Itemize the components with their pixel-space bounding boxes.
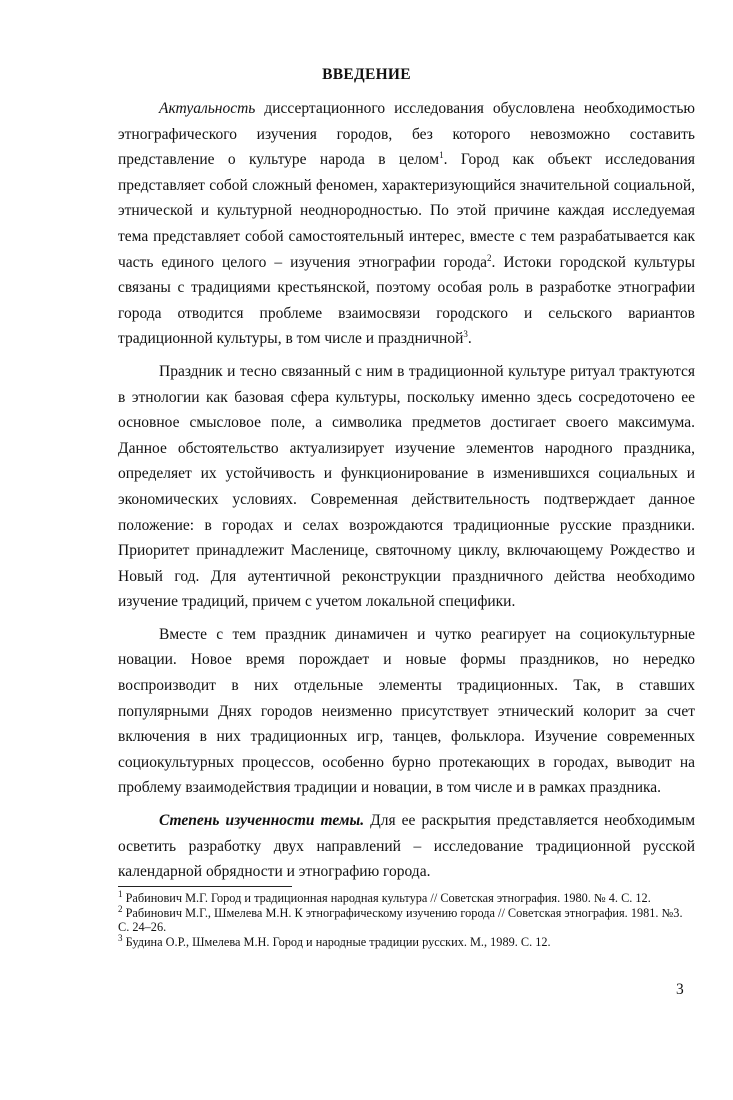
footnote-mark: 1 xyxy=(118,888,123,899)
paragraph-innovation: Вместе с тем праздник динамичен и чутко реагирует на социокультурные новации. Новое время порождает и новые формы праздников, но нередко воспроизводит в них отдельные элементы традиционных. Так, в ставших популярными Днях городов неизменно присутствует этнический колорит за счет включения в них традиционных игр, танцев, фольклора. Изучение современных социокультурных процессов, особенно бурно протекающих в городах, выводит на проблему взаимодействия традиции и новации, в том числе и в рамках праздника. xyxy=(118,625,695,797)
paragraph-relevance xyxy=(118,96,695,352)
paragraph-lead: Степень изученности темы. xyxy=(159,812,365,830)
footnote-text: Рабинович М.Г. Город и традиционная народная культура // Советская этнография. 1980. № 4. С. 12. xyxy=(122,891,651,905)
page-title: ВВЕДЕНИЕ xyxy=(322,66,411,83)
footnotes xyxy=(118,888,695,949)
footnote-separator xyxy=(118,886,292,887)
paragraph-text: . Город как объект исследования представляет собой сложный феномен, характеризующийся значительной социальной, этнической и культурной неоднородностью. По этой причине каждая исследуемая тема представляет собой самостоятельный интерес, вместе с тем разрабатывается как часть единого целого – изучения этнографии города xyxy=(118,151,695,271)
footnote-ref: 3 xyxy=(463,329,468,340)
footnote-mark: 2 xyxy=(118,903,123,914)
footnote-ref: 1 xyxy=(439,150,444,161)
footnote xyxy=(118,903,695,935)
paragraph-text: диссертационного исследования обусловлена необходимостью этнографического изучения городов, без которого невозможно составить представление о культуре народа в целом xyxy=(118,100,695,169)
paragraph-text: . Истоки городской культуры связаны с традициями крестьянской, поэтому особая роль в разработке этнографии города отводится проблеме взаимосвязи городского и сельского вариантов традиционной культуры, в том числе и праздничной xyxy=(118,253,695,348)
footnote xyxy=(118,888,695,906)
footnote-text: Рабинович М.Г., Шмелева М.Н. К этнографическому изучению города // Советская этнография. 1981. №3. С. 24–26. xyxy=(118,905,683,934)
paragraph-degree-of-study xyxy=(118,808,695,885)
footnote xyxy=(118,932,695,950)
page-number: 3 xyxy=(676,981,684,998)
footnote-text: Будина О.Р., Шмелева М.Н. Город и народные традиции русских. М., 1989. С. 12. xyxy=(122,934,551,949)
footnote-mark: 3 xyxy=(118,932,123,943)
body-text xyxy=(118,96,695,885)
paragraph-holiday: Праздник и тесно связанный с ним в традиционной культуре ритуал трактуются в этнологии как базовая сфера культуры, поскольку именно здесь сосредоточено ее основное смысловое поле, а символика предметов достигает своего максимума. Данное обстоятельство актуализирует изучение элементов народного праздника, определяет их устойчивость и функционирование в изменившихся социальных и экономических условиях. Современная действительность подтверждает данное положение: в городах и селах возрождаются традиционные русские праздники. Приоритет принадлежит Масленице, святочному циклу, включающему Рождество и Новый год. Для аутентичной реконструкции праздничного действа необходимо изучение традиций, причем с учетом локальной специфики. xyxy=(118,362,695,611)
paragraph-text: . xyxy=(467,330,472,348)
paragraph-text: Для ее раскрытия представляется необходимым осветить разработку двух направлений – исследование традиционной русской календарной обрядности и этнографию города. xyxy=(118,812,696,881)
paragraph-lead: Актуальность xyxy=(159,100,256,117)
footnote-ref: 2 xyxy=(487,252,492,263)
